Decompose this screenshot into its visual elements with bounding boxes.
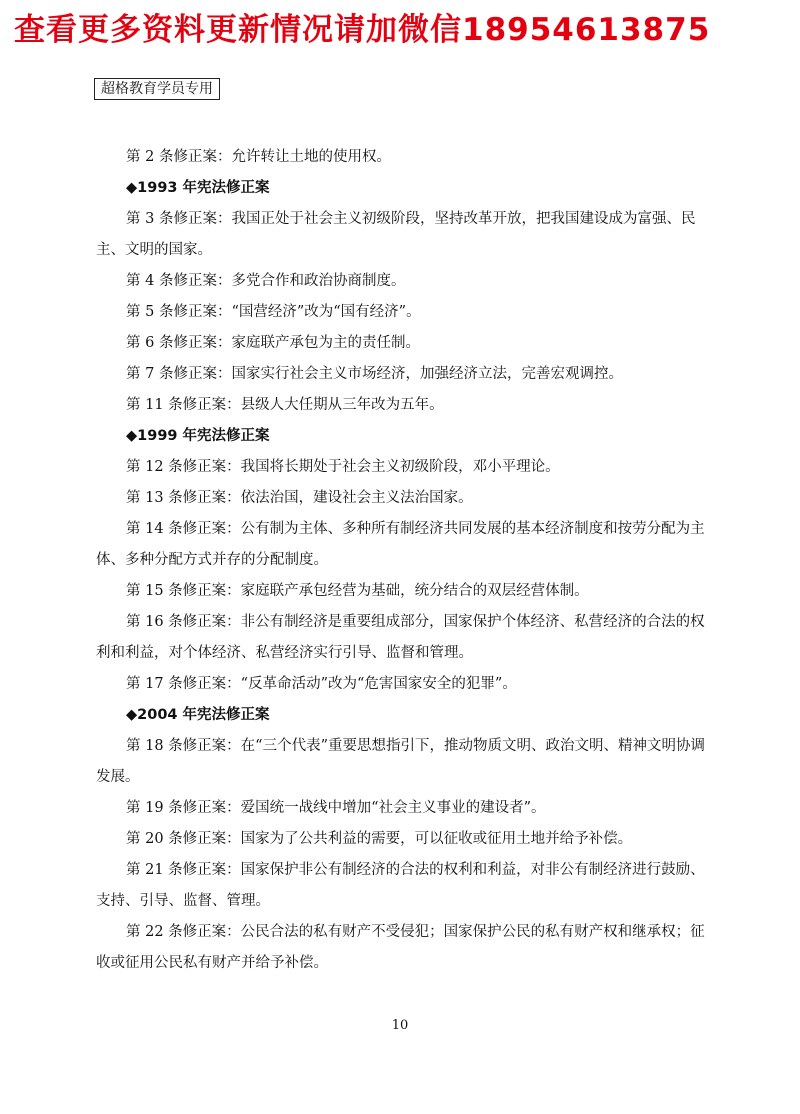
paragraph: 第 16 条修正案：非公有制经济是重要组成部分，国家保护个体经济、私营经济的合法的权利和利益，对个体经济、私营经济实行引导、监督和管理。 bbox=[96, 614, 705, 661]
paragraph: 第 15 条修正案：家庭联产承包经营为基础，统分结合的双层经营体制。 bbox=[126, 583, 589, 599]
section-heading: ◆1999 年宪法修正案 bbox=[126, 428, 270, 444]
wechat-contact-banner: 查看更多资料更新情况请加微信18954613875 bbox=[14, 12, 711, 48]
paragraph: 第 20 条修正案：国家为了公共利益的需要，可以征收或征用土地并给予补偿。 bbox=[126, 831, 633, 847]
paragraph: 第 3 条修正案：我国正处于社会主义初级阶段，坚持改革开放，把我国建设成为富强、民主、文明的国家。 bbox=[96, 211, 696, 258]
paragraph: 第 4 条修正案：多党合作和政治协商制度。 bbox=[126, 273, 406, 289]
paragraph: 第 21 条修正案：国家保护非公有制经济的合法的权利和利益，对非公有制经济进行鼓励、支持、引导、监督、管理。 bbox=[96, 862, 705, 909]
paragraph: 第 13 条修正案：依法治国，建设社会主义法治国家。 bbox=[126, 490, 473, 506]
paragraph: 第 17 条修正案：“反革命活动”改为“危害国家安全的犯罪”。 bbox=[126, 676, 517, 692]
section-heading: ◆2004 年宪法修正案 bbox=[126, 707, 270, 723]
paragraph: 第 2 条修正案：允许转让土地的使用权。 bbox=[126, 149, 391, 165]
section-heading: ◆1993 年宪法修正案 bbox=[126, 180, 270, 196]
paragraph: 第 19 条修正案：爱国统一战线中增加“社会主义事业的建设者”。 bbox=[126, 800, 546, 816]
paragraph: 第 14 条修正案：公有制为主体、多种所有制经济共同发展的基本经济制度和按劳分配为主体、多种分配方式并存的分配制度。 bbox=[96, 521, 705, 568]
paragraph: 第 11 条修正案：县级人大任期从三年改为五年。 bbox=[126, 397, 444, 413]
paragraph: 第 7 条修正案：国家实行社会主义市场经济，加强经济立法，完善宏观调控。 bbox=[126, 366, 623, 382]
trainee-only-label: 超格教育学员专用 bbox=[94, 78, 220, 100]
paragraph: 第 12 条修正案：我国将长期处于社会主义初级阶段，邓小平理论。 bbox=[126, 459, 560, 475]
paragraph: 第 6 条修正案：家庭联产承包为主的责任制。 bbox=[126, 335, 420, 351]
page-number: 10 bbox=[391, 1018, 409, 1033]
paragraph: 第 22 条修正案：公民合法的私有财产不受侵犯；国家保护公民的私有财产权和继承权；征收或征用公民私有财产并给予补偿。 bbox=[96, 924, 705, 971]
paragraph: 第 18 条修正案：在“三个代表”重要思想指引下，推动物质文明、政治文明、精神文明协调发展。 bbox=[96, 738, 705, 785]
paragraph: 第 5 条修正案：“国营经济”改为“国有经济”。 bbox=[126, 304, 421, 320]
amendment-list bbox=[96, 142, 708, 979]
